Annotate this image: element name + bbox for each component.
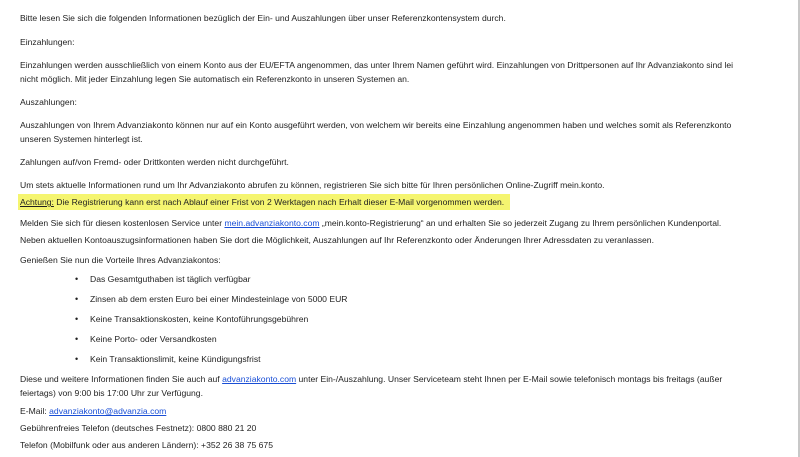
withdrawals-heading: Auszahlungen: bbox=[20, 97, 77, 107]
benefit-text: Zinsen ab dem ersten Euro bei einer Mindesteinlage von 5000 EUR bbox=[90, 294, 348, 304]
advanziakonto-link[interactable]: advanziakonto.com bbox=[222, 374, 297, 384]
bullet-icon: • bbox=[75, 294, 79, 304]
email-label: E-Mail: bbox=[20, 406, 50, 416]
list-item bbox=[75, 292, 348, 306]
mein-advanziakonto-link[interactable]: mein.advanziakonto.com bbox=[224, 218, 320, 228]
benefit-text: Keine Transaktionskosten, keine Kontoführungsgebühren bbox=[90, 314, 309, 324]
register-pre-text: Melden Sie sich für diesen kostenlosen Service unter bbox=[20, 218, 225, 228]
list-item bbox=[75, 332, 217, 346]
email-link[interactable]: advanziakonto@advanzia.com bbox=[49, 406, 167, 416]
highlighted-warning bbox=[18, 194, 510, 210]
bullet-icon: • bbox=[75, 354, 79, 364]
benefits-heading: Genießen Sie nun die Vorteile Ihres Advanziakontos: bbox=[20, 255, 221, 265]
more-info-line-1 bbox=[20, 372, 722, 386]
deposits-heading: Einzahlungen: bbox=[20, 37, 75, 47]
more-info-pre-text: Diese und weitere Informationen finden Sie auch auf bbox=[20, 374, 223, 384]
bullet-icon: • bbox=[75, 314, 79, 324]
email-contact bbox=[20, 404, 166, 418]
withdrawals-text-line-1: Auszahlungen von Ihrem Advanziakonto können nur auf ein Konto ausgeführt werden, von welchem wir bereits eine Einzahlung angenommen haben und welches somit als Referenzkonto bbox=[20, 120, 732, 130]
third-party-notice: Zahlungen auf/von Fremd- oder Drittkonten werden nicht durchgeführt. bbox=[20, 157, 289, 167]
benefit-text: Kein Transaktionslimit, keine Kündigungsfrist bbox=[90, 354, 261, 364]
register-post-text: „mein.konto-Registrierung“ an und erhalten Sie so jederzeit Zugang zu Ihrem persönlichen Kundenportal. bbox=[319, 218, 722, 228]
list-item bbox=[75, 352, 261, 366]
intro-text: Bitte lesen Sie sich die folgenden Informationen bezüglich der Ein- und Auszahlungen über unser Referenzkontensystem durch. bbox=[20, 13, 506, 23]
deposits-text-line-1: Einzahlungen werden ausschließlich von einem Konto aus der EU/EFTA angenommen, das unter Ihrem Namen geführt wird. Einzahlungen von Drittpersonen auf Ihr Advanziakonto sind lei bbox=[20, 60, 734, 70]
phone-germany: Gebührenfreies Telefon (deutsches Festnetz): 0800 880 21 20 bbox=[20, 423, 257, 433]
bullet-icon: • bbox=[75, 274, 79, 284]
phone-other: Telefon (Mobilfunk oder aus anderen Ländern): +352 26 38 75 675 bbox=[20, 440, 273, 450]
warning-text: Die Registrierung kann erst nach Ablauf einer Frist von 2 Werktagen nach Erhalt dieser E-Mail vorgenommen werden. bbox=[53, 197, 505, 207]
stay-informed-text: Um stets aktuelle Informationen rund um Ihr Advanziakonto abrufen zu können, registrieren Sie sich bitte für Ihren persönlichen Online-Zugriff mein.konto. bbox=[20, 180, 605, 190]
registration-warning bbox=[20, 195, 510, 209]
register-line-1 bbox=[20, 216, 721, 230]
bullet-icon: • bbox=[75, 334, 79, 344]
more-info-post-text: unter Ein-/Auszahlung. Unser Serviceteam steht Ihnen per E-Mail sowie telefonisch montags bis freitags (außer bbox=[296, 374, 723, 384]
list-item bbox=[75, 272, 251, 286]
register-line-2: Neben aktuellen Kontoauszugsinformationen haben Sie dort die Möglichkeit, Auszahlungen auf Ihr Referenzkonto oder Änderungen Ihrer Adressdaten zu veranlassen. bbox=[20, 235, 654, 245]
list-item bbox=[75, 312, 309, 326]
benefit-text: Das Gesamtguthaben ist täglich verfügbar bbox=[90, 274, 251, 284]
withdrawals-text-line-2: unseren Systemen hinterlegt ist. bbox=[20, 134, 143, 144]
warning-label: Achtung: bbox=[20, 197, 54, 207]
more-info-line-2: feiertags) von 9:00 bis 17:00 Uhr zur Verfügung. bbox=[20, 388, 203, 398]
deposits-text-line-2: nicht möglich. Mit jeder Einzahlung legen Sie automatisch ein Referenzkonto in unseren Systemen an. bbox=[20, 74, 410, 84]
benefit-text: Keine Porto- oder Versandkosten bbox=[90, 334, 217, 344]
